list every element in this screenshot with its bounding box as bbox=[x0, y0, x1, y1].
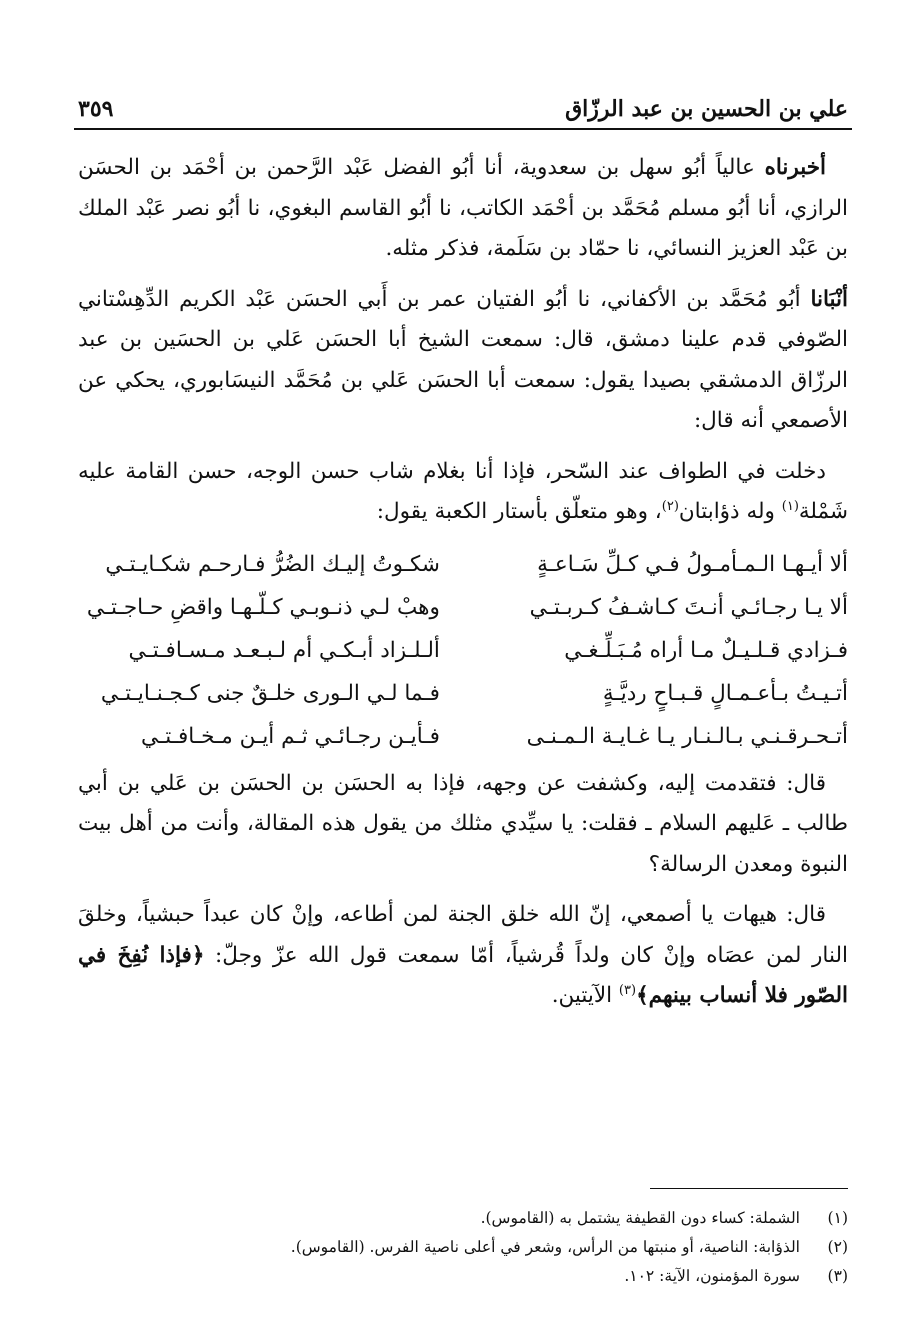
footnote-text: سورة المؤمنون، الآية: ١٠٢. bbox=[624, 1267, 800, 1285]
running-title: علي بن الحسين بن عبد الرزّاق bbox=[565, 96, 848, 122]
footnote-ref-3: (٣) bbox=[618, 982, 637, 998]
poem-verse bbox=[78, 543, 848, 586]
footnote-number: (١) bbox=[827, 1209, 848, 1227]
paragraph-1-text: عالياً أبُو سهل بن سعدوية، أنا أبُو الفضل عَبْد الرَّحمن بن أحْمَد بن الحسَن الرازي، أنا أبُو مسلم مُحَمَّد بن أحْمَد الكاتب، نا أبُو القاسم البغوي، نا أبُو نصر عَبْد الملك بن عَبْد العزيز النسائي، نا حمّاد بن سَلَمة، فذكر مثله. bbox=[78, 155, 848, 261]
paragraph-1-lead: أخبرناه bbox=[764, 155, 826, 180]
footnote-divider bbox=[650, 1188, 848, 1189]
paragraph-3 bbox=[78, 452, 848, 533]
poem-verse bbox=[78, 672, 848, 715]
verse-first-hemistich: ألا أيـهـا الـمـأمـولُ فـي كـلِّ سَـاعـةٍ bbox=[537, 551, 848, 577]
paragraph-2-text: أبُو مُحَمَّد بن الأكفاني، نا أبُو الفتيان عمر بن أَبي الحسَن عَبْد الكريم الدِّهِسْتاني الصّوفي قدم علينا دمشق، قال: سمعت الشيخ أبا الحسَن عَلي بن الحسَين بن عبد الرزّاق الدمشقي بصيدا يقول: سمعت أبا الحسَن عَلي بن مُحَمَّد النيسَابوري، يحكي عن الأصمعي أنه قال: bbox=[78, 286, 848, 433]
footnote-item bbox=[78, 1262, 848, 1291]
footnote-item bbox=[78, 1204, 848, 1233]
header-divider bbox=[74, 128, 852, 130]
poem-verse bbox=[78, 629, 848, 672]
quran-quote: ﴿فإذا نُفِخَ في الصّور فلا أنساب بينهم﴾ bbox=[78, 942, 848, 1008]
paragraph-2 bbox=[78, 280, 848, 442]
poem-verse bbox=[78, 715, 848, 758]
footnote-number: (٣) bbox=[827, 1267, 848, 1285]
verse-first-hemistich: فـزادي قـلـيـلٌ مـا أراه مُـبَـلِّـغـي bbox=[564, 637, 848, 663]
page-header bbox=[78, 88, 848, 122]
paragraph-2-lead: أنْبَانا bbox=[810, 286, 848, 312]
footnote-text: الشملة: كساء دون القطيفة يشتمل به (القاموس). bbox=[480, 1209, 800, 1227]
poem-verse bbox=[78, 586, 848, 629]
footnote-text: الذؤابة: الناصية، أو منبتها من الرأس، وشعر في أعلى ناصية الفرس. (القاموس). bbox=[290, 1238, 800, 1256]
paragraph-3-text-a: دخلت في الطواف عند السّحر، فإذا أنا بغلام شاب حسن الوجه، حسن القامة عليه شَمْلة bbox=[78, 458, 848, 524]
footnotes bbox=[78, 1204, 848, 1291]
paragraph-3-text-c: ، وهو متعلّق بأستار الكعبة يقول: bbox=[376, 499, 662, 524]
verse-second-hemistich: ألـلـزاد أبـكـي أم لـبـعـد مـسـافـتـي bbox=[128, 637, 440, 663]
paragraph-3-text-b: وله ذؤابتان bbox=[678, 499, 782, 524]
verse-second-hemistich: فـأيـن رجـائـي ثـم أيـن مـخـافـتـي bbox=[141, 723, 440, 749]
verse-first-hemistich: ألا يـا رجـائـي أنـتَ كـاشـفُ كـربـتـي bbox=[529, 594, 848, 620]
verse-first-hemistich: أتـيـتُ بـأعـمـالٍ قـبـاحٍ رديَّـةٍ bbox=[602, 680, 848, 706]
verse-second-hemistich: شكـوتُ إليـك الضُرُّ فـارحـم شكـايـتـي bbox=[105, 551, 440, 577]
paragraph-5-text-a: قال: هيهات يا أصمعي، إنّ الله خلق الجنة لمن أطاعه، وإنْ كان عبداً حبشياً، وخلقَ النار لمن عصَاه وإنْ كان ولداً قُرشياً، أمّا سمعت قول الله عزّ وجلّ: bbox=[78, 902, 848, 968]
verse-second-hemistich: وهبْ لـي ذنـوبـي كـلّـهـا واقضِ حـاجـتـي bbox=[86, 594, 440, 620]
paragraph-4-text: قال: فتقدمت إليه، وكشفت عن وجهه، فإذا به الحسَن بن الحسَن بن عَلي بن أبي طالب ـ عَليهم السلام ـ فقلت: يا سيِّدي مثلك من يقول هذه المقالة، وأنت من أهل بيت النبوة ومعدن الرسالة؟ bbox=[78, 770, 848, 877]
footnote-ref-2: (٢) bbox=[661, 498, 679, 514]
footnote-ref-1: (١) bbox=[781, 498, 799, 514]
poem bbox=[78, 543, 848, 758]
paragraph-5 bbox=[78, 895, 848, 1017]
footnote-item bbox=[78, 1233, 848, 1262]
page-number: ٣٥٩ bbox=[78, 96, 114, 122]
footnote-number: (٢) bbox=[827, 1238, 848, 1256]
paragraph-1 bbox=[78, 148, 848, 270]
verse-first-hemistich: أتـحـرقـنـي بـالـنـار يـا غـايـة الـمـنـى bbox=[526, 723, 848, 749]
page-body bbox=[78, 148, 848, 1027]
paragraph-4 bbox=[78, 764, 848, 886]
verse-second-hemistich: فـما لـي الـورى خلـقٌ جنى كـجـنـايـتـي bbox=[100, 680, 440, 706]
paragraph-5-text-b: الآيتين. bbox=[551, 983, 619, 1008]
